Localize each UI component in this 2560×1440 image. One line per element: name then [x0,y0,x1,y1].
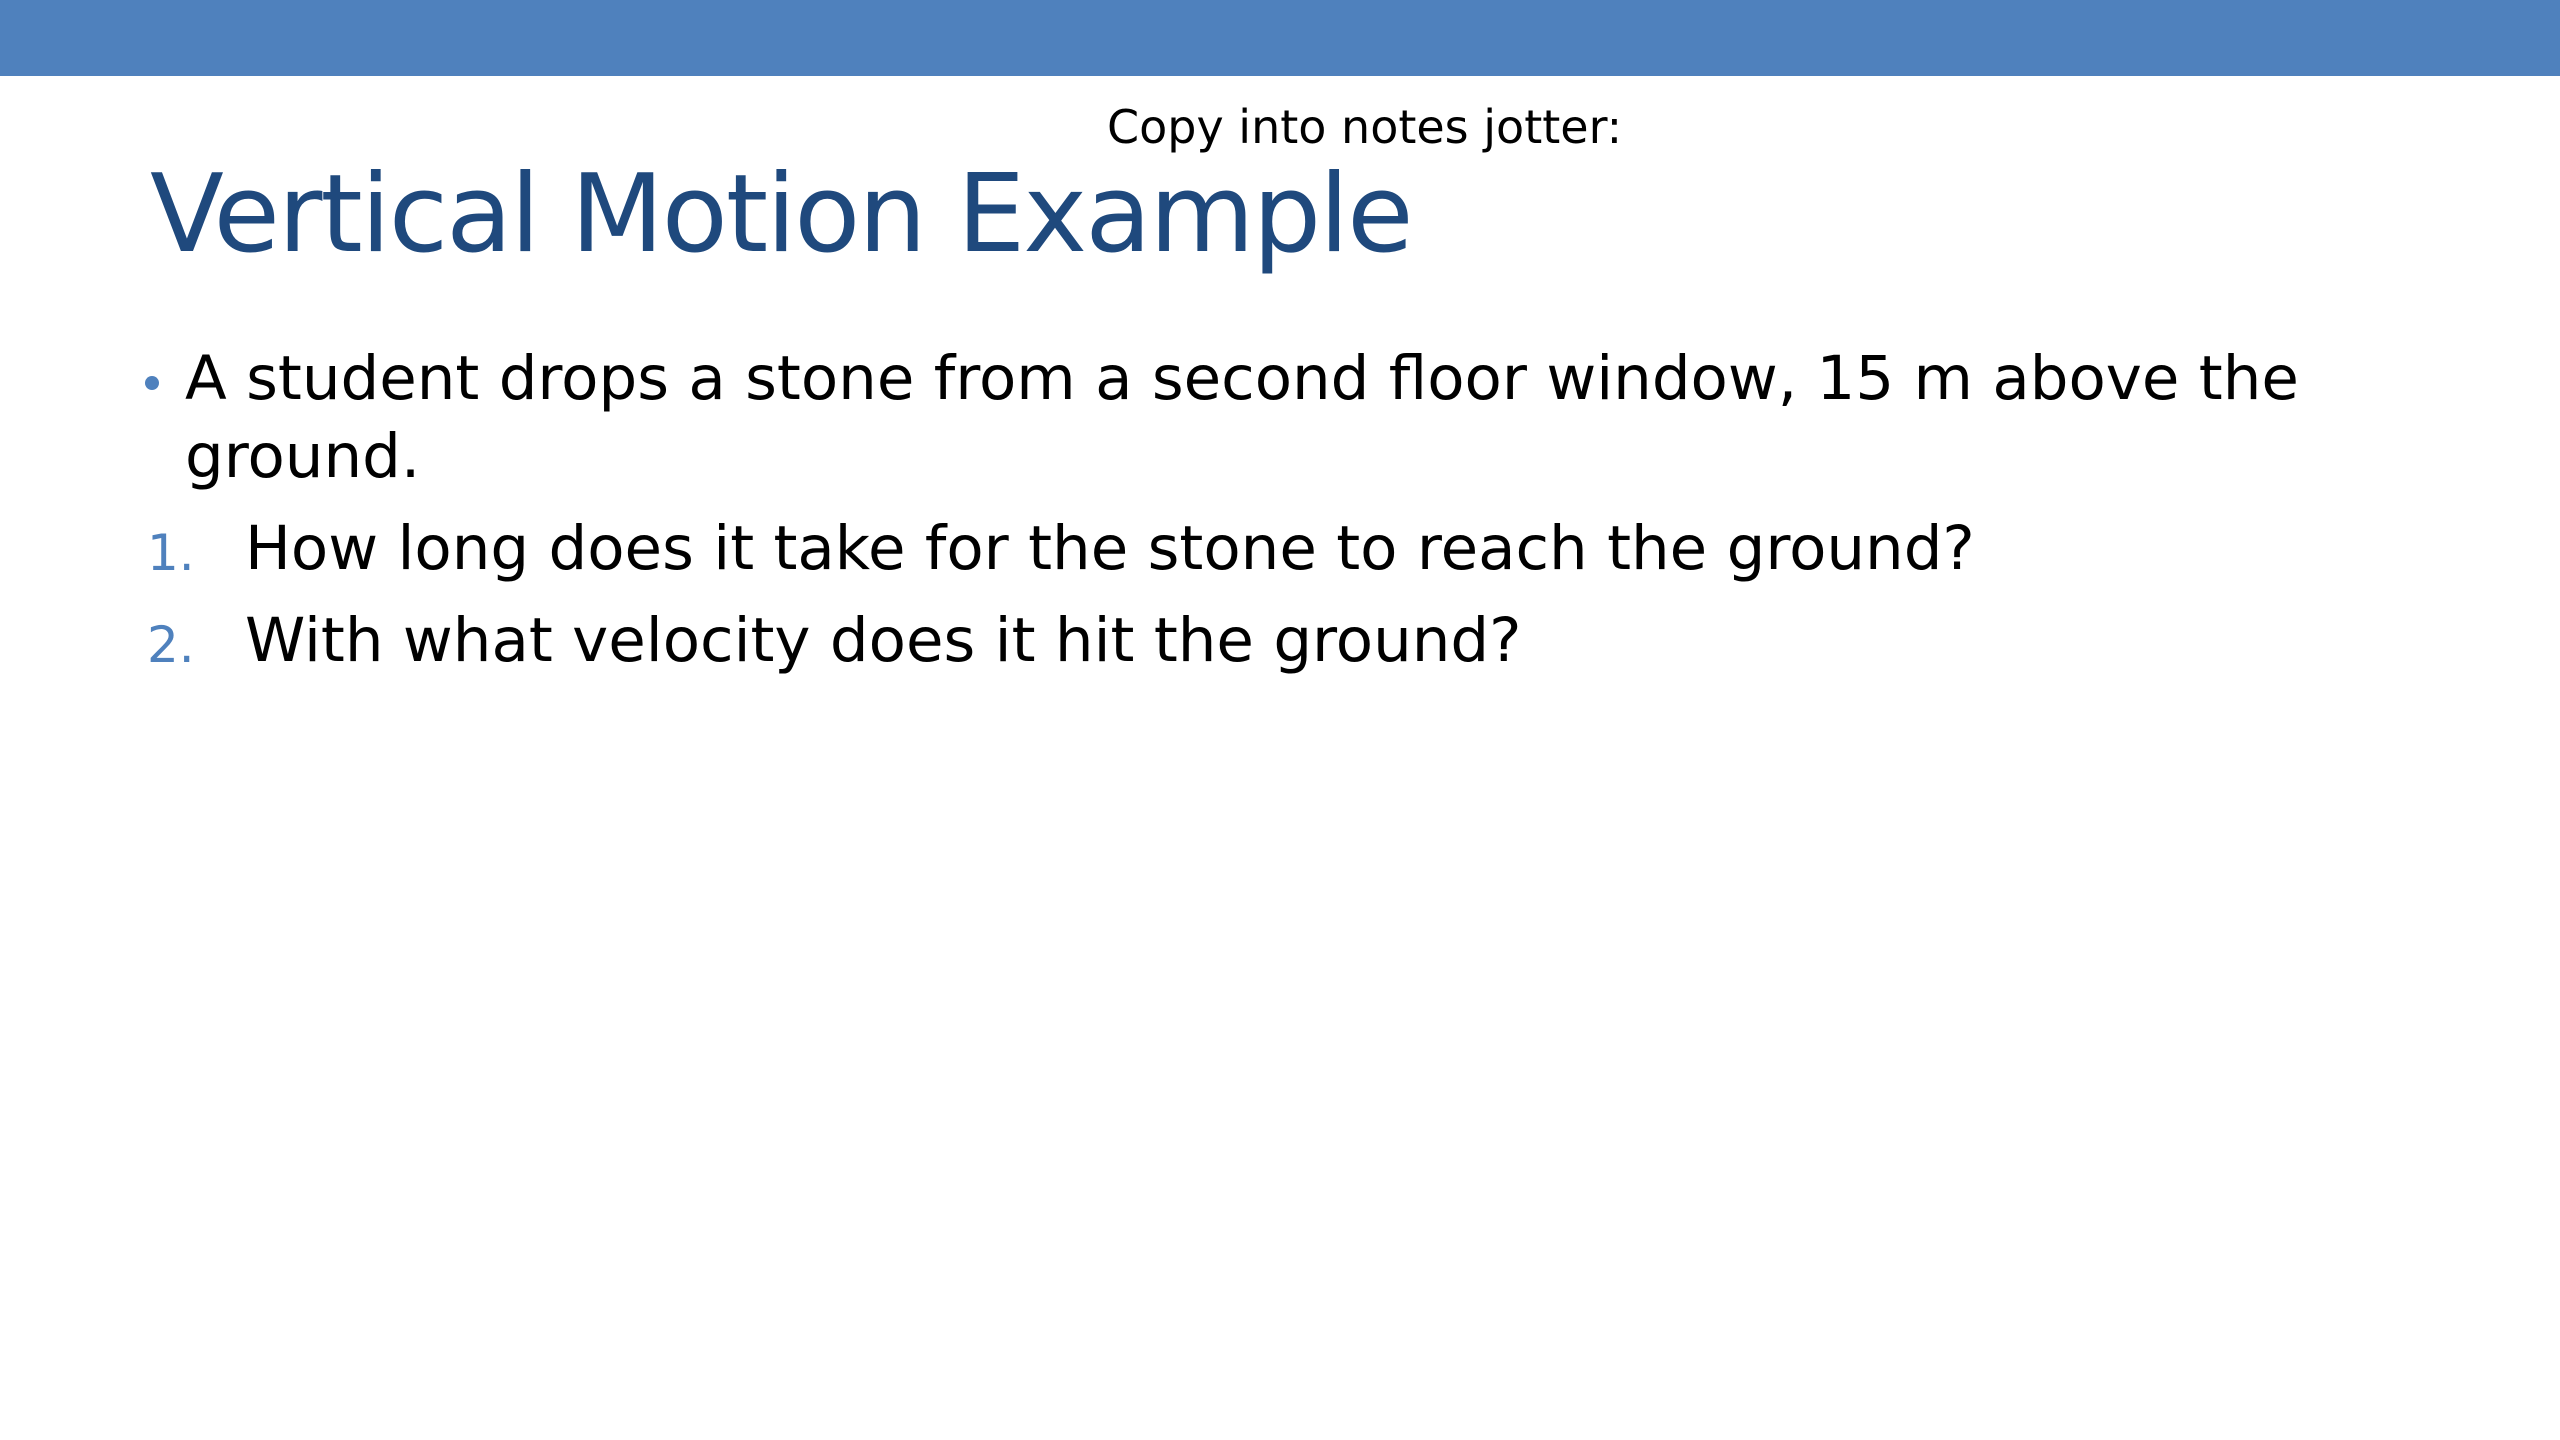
bullet-dot-icon [145,376,159,390]
question-number: 2. [147,616,195,674]
question-number: 1. [147,524,195,582]
question-item-1 [145,510,2445,588]
slide-title: Vertical Motion Example [150,152,1412,277]
bullet-text: A student drops a stone from a second floor window, 15 m above the ground. [185,343,2299,492]
bullet-item [145,340,2365,496]
copy-note: Copy into notes jotter: [1107,100,1623,154]
question-item-2 [145,602,2445,680]
question-text: How long does it take for the stone to reach the ground? [245,513,1975,584]
top-accent-bar [0,0,2560,76]
question-text: With what velocity does it hit the ground? [245,605,1522,676]
slide-body [145,340,2445,680]
